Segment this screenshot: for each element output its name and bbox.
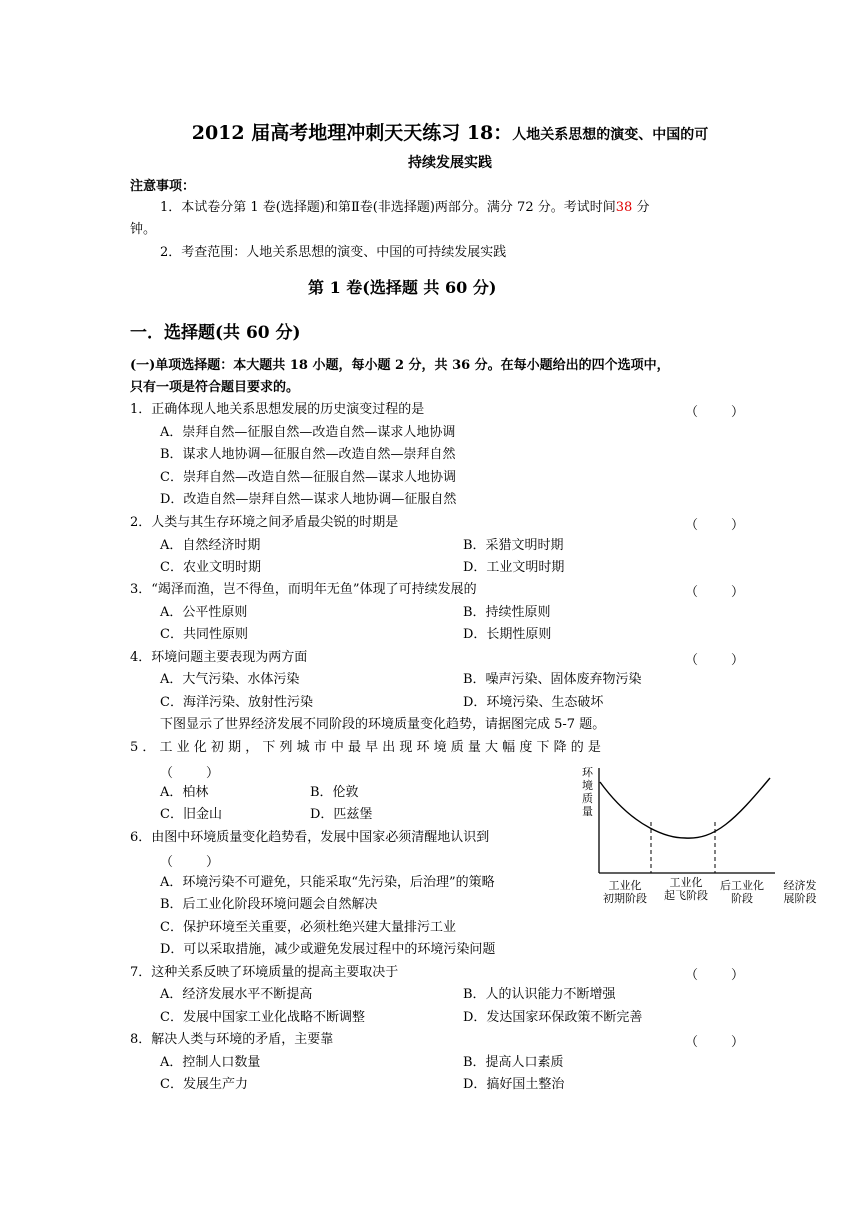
q7-option-b: B．人的认识能力不断增强 [463, 987, 616, 1002]
stage-3-label-line1: 后工业化 [720, 879, 764, 892]
q5-option-c: C．旧金山 [160, 807, 222, 822]
q4-option-b: B．噪声污染、固体废弃物污染 [463, 672, 642, 687]
stage-1-label-line2: 初期阶段 [603, 892, 647, 905]
q1-option-b: B．谋求人地协调—征服自然—改造自然—崇拜自然 [160, 447, 456, 462]
q3-stem: 3．“竭泽而渔，岂不得鱼，而明年无鱼”体现了可持续发展的 [130, 582, 477, 597]
q6-option-a: A．环境污染不可避免，只能采取“先污染，后治理”的策略 [160, 875, 495, 890]
q2-option-d: D．工业文明时期 [463, 560, 565, 575]
q8-option-a: A．控制人口数量 [160, 1055, 261, 1070]
stage-3-label-line2: 阶段 [731, 892, 753, 905]
q4-option-a: A．大气污染、水体污染 [160, 672, 300, 687]
q3-option-b: B．持续性原则 [463, 605, 551, 620]
environment-quality-diagram [575, 760, 830, 910]
stage-1-label-line1: 工业化 [608, 879, 642, 892]
q8-option-d: D．搞好国土整治 [463, 1077, 565, 1092]
q1-answer-blank: （ ） [685, 405, 745, 420]
title-sub: 人地关系思想的演变、中国的可 [512, 127, 709, 143]
q1-stem: 1．正确体现人地关系思想发展的历史演变过程的是 [130, 402, 425, 417]
exam-time-value: 38 [615, 200, 633, 215]
q5-option-a: A．柏林 [160, 785, 209, 800]
x-axis-label-line2: 展阶段 [783, 892, 817, 905]
y-axis-label [582, 766, 594, 818]
q4-answer-blank: （ ） [685, 653, 745, 668]
q8-stem: 8．解决人类与环境的矛盾，主要靠 [130, 1032, 334, 1047]
q2-option-a: A．自然经济时期 [160, 538, 261, 553]
notice-item-2: 2．考查范围：人地关系思想的演变、中国的可持续发展实践 [160, 245, 507, 260]
q5-stem: 5 ． 工 业 化 初 期 ， 下 列 城 市 中 最 早 出 现 环 境 质 量 大 幅 度 下 降 的 是 [130, 740, 601, 755]
y-label-char-4: 量 [582, 805, 593, 818]
q4-option-d: D．环境污染、生态破坏 [463, 695, 604, 710]
q2-option-c: C．农业文明时期 [160, 560, 261, 575]
notice-heading: 注意事项： [130, 179, 196, 194]
exam-title [130, 118, 770, 145]
q8-option-b: B．提高人口素质 [463, 1055, 564, 1070]
q3-answer-blank: （ ） [685, 585, 745, 600]
stage-2-label-line1: 工业化 [669, 876, 703, 889]
section-title: 一．选择题(共 60 分) [130, 323, 301, 343]
notice-item-1-wrap: 钟。 [130, 222, 157, 237]
q6-option-c: C．保护环境至关重要，必须杜绝兴建大量排污工业 [160, 920, 456, 935]
title-sub-continued: 持续发展实践 [408, 155, 492, 171]
q1-option-d: D．改造自然—崇拜自然—谋求人地协调—征服自然 [160, 492, 457, 507]
q6-option-d: D．可以采取措施，减少或避免发展过程中的环境污染问题 [160, 942, 496, 957]
q6-option-b: B．后工业化阶段环境问题会自然解决 [160, 897, 378, 912]
q2-stem: 2．人类与其生存环境之间矛盾最尖锐的时期是 [130, 515, 399, 530]
q7-answer-blank: （ ） [685, 968, 745, 983]
y-label-char-2: 境 [582, 779, 593, 792]
q1-option-a: A．崇拜自然—征服自然—改造自然—谋求人地协调 [160, 425, 456, 440]
q3-option-d: D．长期性原则 [463, 627, 552, 642]
q7-stem: 7．这种关系反映了环境质量的提高主要取决于 [130, 965, 399, 980]
q4-stem: 4．环境问题主要表现为两方面 [130, 650, 308, 665]
q3-option-a: A．公平性原则 [160, 605, 248, 620]
q4-option-c: C．海洋污染、放射性污染 [160, 695, 313, 710]
q5-7-intro: 下图显示了世界经济发展不同阶段的环境质量变化趋势，请据图完成 5-7 题。 [160, 717, 606, 732]
y-label-char-1: 环 [582, 766, 593, 779]
q2-option-b: B．采猎文明时期 [463, 538, 564, 553]
q5-answer-blank: （ ） [160, 766, 220, 781]
volume-title: 第 1 卷(选择题 共 60 分) [308, 278, 497, 297]
q8-answer-blank: （ ） [685, 1035, 745, 1050]
q6-answer-blank: （ ） [160, 855, 220, 870]
stage-2-label-line2: 起飞阶段 [664, 889, 708, 902]
x-axis-label-line1: 经济发 [783, 879, 817, 892]
q7-option-a: A．经济发展水平不断提高 [160, 987, 313, 1002]
quality-curve [600, 778, 770, 838]
y-label-char-3: 质 [582, 792, 593, 805]
q8-option-c: C．发展生产力 [160, 1077, 248, 1092]
q7-option-d: D．发达国家环保政策不断完善 [463, 1010, 643, 1025]
q6-stem: 6．由图中环境质量变化趋势看，发展中国家必须清醒地认识到 [130, 830, 490, 845]
q5-option-b: B．伦敦 [310, 785, 359, 800]
q5-option-d: D．匹兹堡 [310, 807, 373, 822]
q7-option-c: C．发展中国家工业化战略不断调整 [160, 1010, 365, 1025]
notice-item-1: 1．本试卷分第 1 卷(选择题)和第Ⅱ卷(非选择题)两部分。满分 72 分。考试时间38 分 [160, 200, 650, 215]
part1-instructions-line2: 只有一项是符合题目要求的。 [130, 380, 300, 395]
stage-labels [603, 875, 817, 905]
q2-answer-blank: （ ） [685, 518, 745, 533]
part1-instructions-line1: (一)单项选择题：本大题共 18 小题，每小题 2 分，共 36 分。在每小题给出的四个选项中， [130, 358, 670, 373]
title-main: 2012 届高考地理冲刺天天练习 18： [191, 122, 513, 144]
q1-option-c: C．崇拜自然—改造自然—征服自然—谋求人地协调 [160, 470, 456, 485]
q3-option-c: C．共同性原则 [160, 627, 248, 642]
